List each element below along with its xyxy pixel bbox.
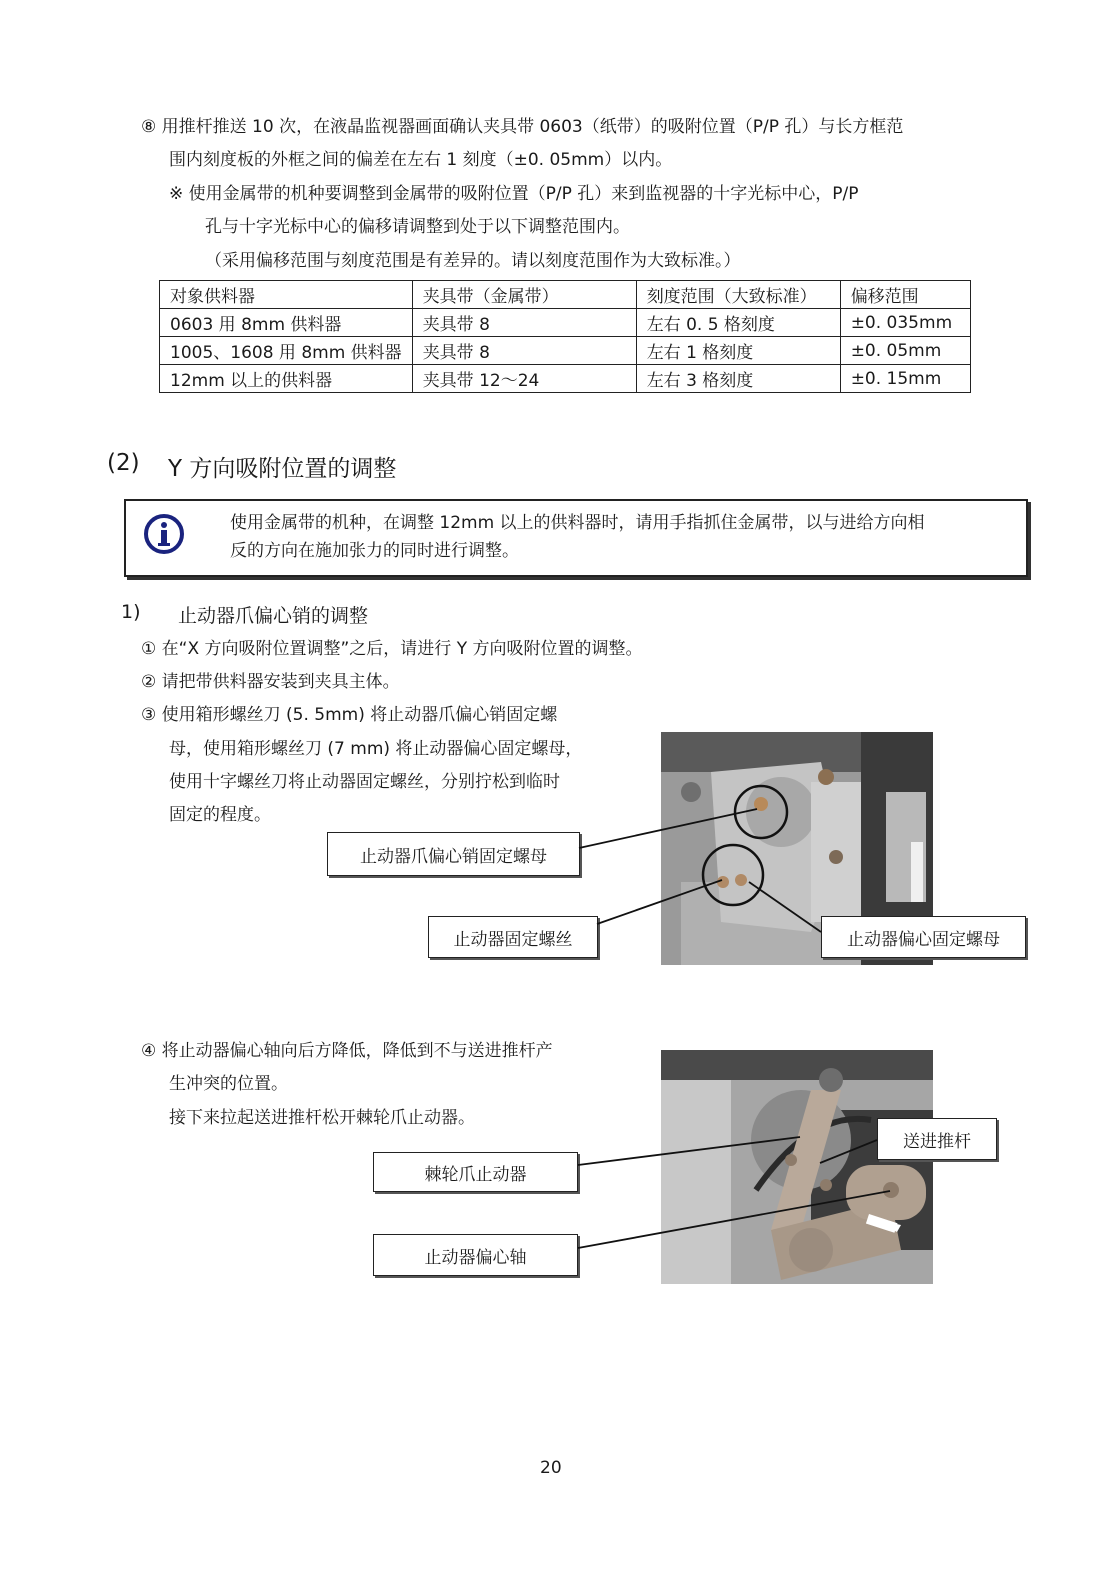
info-line1: 使用金属带的机种，在调整 12mm 以上的供料器时，请用手指抓住金属带，以与进给方向相 [230,513,925,533]
step-3-line3: 使用十字螺丝刀将止动器固定螺丝，分别拧松到临时 [169,772,560,792]
info-line2: 反的方向在施加张力的同时进行调整。 [230,541,519,561]
callout-stopper-fix-screw: 止动器固定螺丝 [428,916,598,958]
table-header: 偏移范围 [840,281,970,309]
step8-note2: 孔与十字光标中心的偏移请调整到处于以下调整范围内。 [205,217,630,237]
table-cell: 1005、1608 用 8mm 供料器 [160,337,413,365]
section-number: (2) [107,450,140,476]
table-cell: 左右 3 格刻度 [636,365,840,393]
table-cell: 夹具带 8 [412,337,636,365]
step-3-line4: 固定的程度。 [169,805,271,825]
table-cell: ±0. 15mm [840,365,970,393]
table-cell: 左右 0. 5 格刻度 [636,309,840,337]
table-header: 刻度范围（大致标准） [636,281,840,309]
table-cell: ±0. 05mm [840,337,970,365]
subsection-number: 1) [121,601,141,623]
step8-note1: ※ 使用金属带的机种要调整到金属带的吸附位置（P/P 孔）来到监视器的十字光标中心，P/P [169,184,859,204]
callout-ratchet-stopper: 棘轮爪止动器 [373,1152,578,1192]
table-header: 对象供料器 [160,281,413,309]
table-cell: 夹具带 8 [412,309,636,337]
subsection-title: 止动器爪偏心销的调整 [178,605,369,627]
table-header: 夹具带（金属带） [412,281,636,309]
table-cell: 12mm 以上的供料器 [160,365,413,393]
page-number: 20 [540,1458,562,1478]
step-1: ① 在“X 方向吸附位置调整”之后，请进行 Y 方向吸附位置的调整。 [141,639,643,659]
callout-feed-rod: 送进推杆 [877,1118,997,1160]
step-3-line1: ③ 使用箱形螺丝刀 (5. 5mm) 将止动器爪偏心销固定螺 [141,705,558,725]
table-cell: 左右 1 格刻度 [636,337,840,365]
step8-note3: （采用偏移范围与刻度范围是有差异的。请以刻度范围作为大致标准。） [205,251,741,271]
step-4-line2: 生冲突的位置。 [169,1074,288,1094]
section-title: Y 方向吸附位置的调整 [168,456,397,482]
callout-eccentric-shaft: 止动器偏心轴 [373,1234,578,1276]
callout-pin-fix-nut: 止动器爪偏心销固定螺母 [327,832,580,876]
callout-eccentric-fix-nut: 止动器偏心固定螺母 [821,916,1026,958]
table-cell: 夹具带 12～24 [412,365,636,393]
step8-line1: ⑧ 用推杆推送 10 次，在液晶监视器画面确认夹具带 0603（纸带）的吸附位置（P/P 孔）与长方框范 [141,117,904,137]
table-cell: ±0. 035mm [840,309,970,337]
step-4-line3: 接下来拉起送进推杆松开棘轮爪止动器。 [169,1108,475,1128]
step-3-line2: 母，使用箱形螺丝刀 (7 mm) 将止动器偏心固定螺母， [169,739,583,759]
step-4-line1: ④ 将止动器偏心轴向后方降低，降低到不与送进推杆产 [141,1041,553,1061]
step8-line2: 围内刻度板的外框之间的偏差在左右 1 刻度（±0. 05mm）以内。 [169,150,673,170]
step-2: ② 请把带供料器安装到夹具主体。 [141,672,400,692]
table-cell: 0603 用 8mm 供料器 [160,309,413,337]
